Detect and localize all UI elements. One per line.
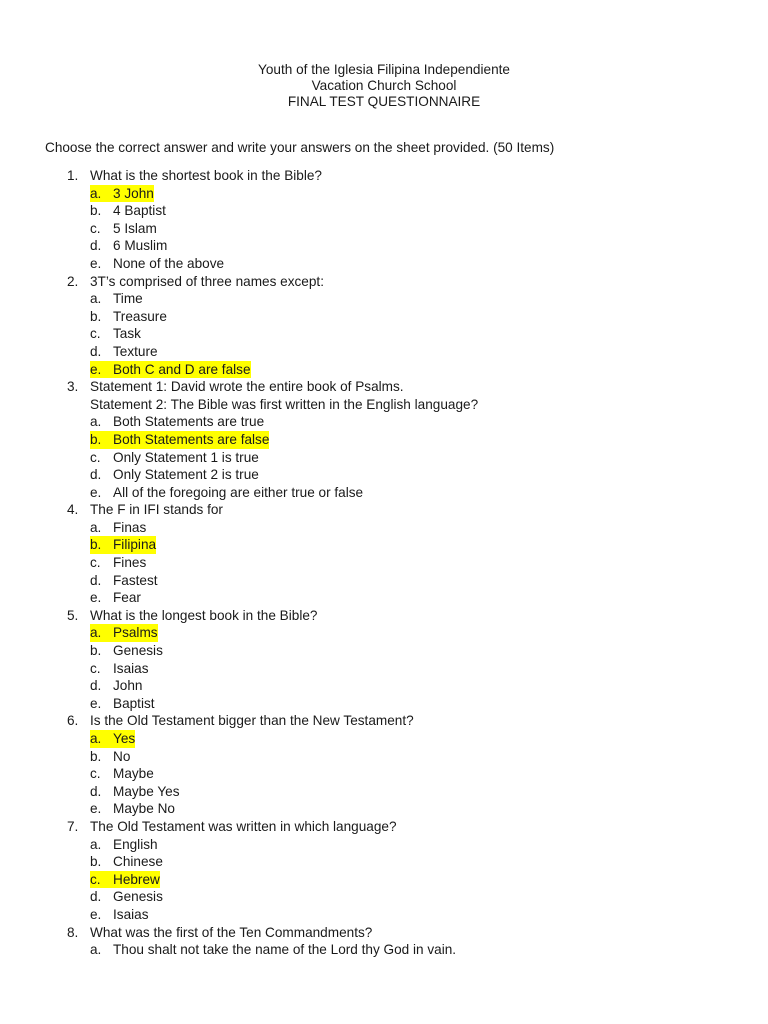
choice-text: Isaias xyxy=(113,660,149,676)
question-item xyxy=(0,712,768,818)
question-text: 3T’s comprised of three names except: xyxy=(90,273,324,289)
choice-text: None of the above xyxy=(113,255,225,271)
question-number: 4. xyxy=(67,502,79,518)
choice-line xyxy=(0,624,768,642)
choice-letter: a. xyxy=(90,836,102,852)
choice-text: Genesis xyxy=(113,643,163,659)
choice-text: All of the foregoing are either true or false xyxy=(113,484,364,500)
choice-letter: d. xyxy=(90,889,102,905)
choice-line xyxy=(0,941,768,959)
choice-text: Time xyxy=(113,291,143,307)
choice-line xyxy=(0,325,768,343)
answer-choice-highlighted xyxy=(90,624,158,642)
choice-text: Texture xyxy=(113,343,158,359)
choice-line xyxy=(0,765,768,783)
choice-text: Only Statement 1 is true xyxy=(113,449,259,465)
choice-letter: c. xyxy=(90,220,101,236)
choice-text: Both C and D are false xyxy=(113,361,251,377)
question-number: 6. xyxy=(67,713,79,729)
choice-line xyxy=(0,484,768,502)
choice-text: Maybe No xyxy=(113,801,175,817)
answer-choice-highlighted xyxy=(90,730,135,748)
choice-text: 4 Baptist xyxy=(113,203,166,219)
choice-text: Finas xyxy=(113,519,147,535)
answer-choice xyxy=(90,836,158,854)
choice-text: Thou shalt not take the name of the Lord thy God in vain. xyxy=(113,942,457,958)
answer-choice xyxy=(90,290,143,308)
question-line xyxy=(0,378,768,396)
answer-choice xyxy=(90,748,130,766)
choice-letter: e. xyxy=(90,255,102,271)
choice-letter: b. xyxy=(90,748,102,764)
choice-line xyxy=(0,413,768,431)
question-item xyxy=(0,378,768,501)
choice-line xyxy=(0,255,768,273)
choice-text: 5 Islam xyxy=(113,220,157,236)
choice-line xyxy=(0,466,768,484)
choice-line xyxy=(0,237,768,255)
choice-line xyxy=(0,343,768,361)
answer-choice xyxy=(90,660,149,678)
question-line xyxy=(0,924,768,942)
choice-line xyxy=(0,677,768,695)
answer-choice xyxy=(90,343,158,361)
answer-choice-highlighted xyxy=(90,431,269,449)
choice-text: Hebrew xyxy=(113,871,160,887)
choice-letter: d. xyxy=(90,783,102,799)
answer-choice xyxy=(90,853,163,871)
question-line xyxy=(0,818,768,836)
choice-line xyxy=(0,202,768,220)
question-item xyxy=(0,501,768,607)
choice-letter: b. xyxy=(90,643,102,659)
choice-text: Fear xyxy=(113,590,141,606)
question-number: 2. xyxy=(67,273,79,289)
answer-choice xyxy=(90,554,146,572)
question-line xyxy=(0,273,768,291)
question-item xyxy=(0,167,768,273)
question-number: 8. xyxy=(67,924,79,940)
choice-line xyxy=(0,906,768,924)
choice-letter: a. xyxy=(90,519,102,535)
choice-text: Task xyxy=(113,326,141,342)
question-number: 7. xyxy=(67,818,79,834)
choice-line xyxy=(0,853,768,871)
answer-choice xyxy=(90,677,142,695)
question-text: Is the Old Testament bigger than the New Testament? xyxy=(90,713,414,729)
question-text: The Old Testament was written in which language? xyxy=(90,818,397,834)
answer-choice xyxy=(90,783,180,801)
choice-text: Yes xyxy=(113,731,136,746)
choice-line xyxy=(0,308,768,326)
choice-line xyxy=(0,642,768,660)
answer-choice xyxy=(90,941,456,959)
choice-letter: c. xyxy=(90,871,113,889)
choice-letter: b. xyxy=(90,536,113,554)
question-item xyxy=(0,818,768,924)
answer-choice xyxy=(90,466,259,484)
choice-text: Maybe xyxy=(113,766,154,782)
instructions-text: Choose the correct answer and write your answers on the sheet provided. (50 Items) xyxy=(45,140,555,155)
choice-line xyxy=(0,572,768,590)
choice-line xyxy=(0,449,768,467)
choice-text: Chinese xyxy=(113,854,163,870)
question-item xyxy=(0,924,768,959)
choice-letter: c. xyxy=(90,766,101,782)
choice-text: Fines xyxy=(113,555,147,571)
choice-line xyxy=(0,220,768,238)
choice-line xyxy=(0,290,768,308)
choice-line xyxy=(0,888,768,906)
choice-letter: e. xyxy=(90,906,102,922)
answer-choice-highlighted xyxy=(90,185,154,203)
choice-text: Both Statements are false xyxy=(113,431,270,447)
answer-choice xyxy=(90,519,146,537)
choice-line xyxy=(0,800,768,818)
question-text: What was the first of the Ten Commandments? xyxy=(90,924,373,940)
choice-text: Treasure xyxy=(113,308,167,324)
answer-choice xyxy=(90,220,157,238)
answer-choice xyxy=(90,413,264,431)
question-text: What is the longest book in the Bible? xyxy=(90,607,318,623)
answer-choice xyxy=(90,255,224,273)
answer-choice-highlighted xyxy=(90,361,251,379)
choice-letter: e. xyxy=(90,801,102,817)
choice-letter: c. xyxy=(90,449,101,465)
answer-choice xyxy=(90,202,166,220)
question-number: 3. xyxy=(67,379,79,395)
choice-letter: d. xyxy=(90,572,102,588)
choice-letter: a. xyxy=(90,730,113,748)
choice-letter: e. xyxy=(90,590,102,606)
choice-text: Filipina xyxy=(113,537,157,553)
question-item xyxy=(0,273,768,379)
choice-text: Only Statement 2 is true xyxy=(113,467,259,483)
choice-letter: a. xyxy=(90,942,102,958)
choice-line xyxy=(0,660,768,678)
choice-letter: a. xyxy=(90,291,102,307)
choice-letter: d. xyxy=(90,467,102,483)
answer-choice xyxy=(90,308,167,326)
question-line xyxy=(0,396,768,414)
choice-text: Both Statements are true xyxy=(113,414,265,430)
answer-choice xyxy=(90,888,163,906)
question-line xyxy=(0,501,768,519)
choice-text: English xyxy=(113,836,158,852)
answer-choice-highlighted xyxy=(90,536,156,554)
answer-choice xyxy=(90,765,154,783)
choice-line xyxy=(0,431,768,449)
choice-letter: d. xyxy=(90,678,102,694)
choice-text: Genesis xyxy=(113,889,163,905)
choice-line xyxy=(0,783,768,801)
question-number: 1. xyxy=(67,168,79,183)
question-item xyxy=(0,607,768,713)
choice-text: Maybe Yes xyxy=(113,783,180,799)
choice-line xyxy=(0,361,768,379)
choice-letter: b. xyxy=(90,431,113,449)
choice-text: 3 John xyxy=(113,185,154,201)
choice-text: Isaias xyxy=(113,906,149,922)
choice-letter: a. xyxy=(90,624,113,642)
choice-line xyxy=(0,871,768,889)
choice-line xyxy=(0,185,768,203)
question-line xyxy=(0,607,768,625)
choice-line xyxy=(0,730,768,748)
choice-letter: d. xyxy=(90,238,102,254)
choice-text: Fastest xyxy=(113,572,158,588)
header-title: FINAL TEST QUESTIONNAIRE xyxy=(287,94,481,109)
choice-letter: c. xyxy=(90,660,101,676)
answer-choice xyxy=(90,325,141,343)
choice-letter: c. xyxy=(90,326,101,342)
choice-line xyxy=(0,536,768,554)
question-text: Statement 2: The Bible was first written in the English language? xyxy=(90,396,479,412)
choice-letter: b. xyxy=(90,203,102,219)
choice-line xyxy=(0,589,768,607)
choice-letter: a. xyxy=(90,414,102,430)
choice-text: Psalms xyxy=(113,625,158,641)
choice-letter: b. xyxy=(90,308,102,324)
answer-choice xyxy=(90,484,363,502)
choice-line xyxy=(0,748,768,766)
choice-text: Baptist xyxy=(113,695,155,711)
answer-choice-highlighted xyxy=(90,871,160,889)
answer-choice xyxy=(90,800,175,818)
choice-letter: e. xyxy=(90,484,102,500)
answer-choice xyxy=(90,695,155,713)
answer-choice xyxy=(90,906,149,924)
choice-text: John xyxy=(113,678,143,694)
choice-letter: a. xyxy=(90,185,113,203)
question-line xyxy=(0,712,768,730)
question-list xyxy=(0,167,768,959)
header-organization: Youth of the Iglesia Filipina Independiente xyxy=(258,62,510,77)
answer-choice xyxy=(90,642,163,660)
question-number: 5. xyxy=(67,607,79,623)
choice-line xyxy=(0,836,768,854)
choice-line xyxy=(0,519,768,537)
choice-letter: b. xyxy=(90,854,102,870)
choice-letter: c. xyxy=(90,555,101,571)
choice-letter: e. xyxy=(90,695,102,711)
question-line xyxy=(0,167,768,185)
question-text: The F in IFI stands for xyxy=(90,502,223,518)
question-text: What is the shortest book in the Bible? xyxy=(90,168,322,183)
header-school: Vacation Church School xyxy=(311,78,457,93)
question-text: Statement 1: David wrote the entire book of Psalms. xyxy=(90,379,404,395)
choice-letter: e. xyxy=(90,361,113,379)
answer-choice xyxy=(90,237,167,255)
choice-line xyxy=(0,554,768,572)
choice-line xyxy=(0,695,768,713)
answer-choice xyxy=(90,449,259,467)
document-header xyxy=(0,62,768,110)
choice-letter: d. xyxy=(90,343,102,359)
choice-text: 6 Muslim xyxy=(113,238,168,254)
answer-choice xyxy=(90,572,158,590)
answer-choice xyxy=(90,589,141,607)
choice-text: No xyxy=(113,748,131,764)
